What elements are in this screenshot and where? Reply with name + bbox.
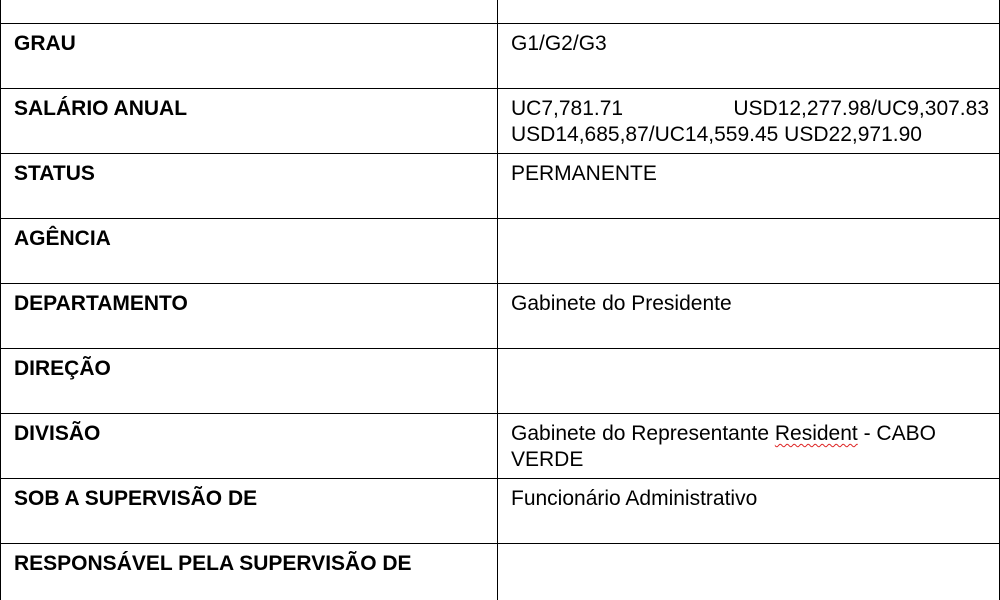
divisao-value [498, 414, 1000, 479]
status-value: PERMANENTE [498, 154, 1000, 219]
table-row-status [1, 154, 1000, 219]
departamento-value: Gabinete do Presidente [498, 284, 1000, 349]
table-row-divisao [1, 414, 1000, 479]
divisao-text-post: - CABO VERDE [511, 422, 936, 471]
table-row [1, 0, 1000, 24]
row-label [1, 0, 498, 24]
salario-value [498, 89, 1000, 154]
salario-line-2: USD14,685,87/UC14,559.45 USD22,971.90 [511, 123, 922, 146]
table-row-salario [1, 89, 1000, 154]
direcao-label: DIREÇÃO [1, 349, 498, 414]
salario-label: SALÁRIO ANUAL [1, 89, 498, 154]
supervisao-value: Funcionário Administrativo [498, 479, 1000, 544]
status-label: STATUS [1, 154, 498, 219]
table-row-agencia [1, 219, 1000, 284]
salario-amount-2: USD12,277.98/UC9,307.83 [733, 97, 989, 120]
table-row-direcao [1, 349, 1000, 414]
agencia-value [498, 219, 1000, 284]
spellcheck-flagged-word: Resident [774, 422, 858, 445]
agencia-label: AGÊNCIA [1, 219, 498, 284]
salario-line-1 [511, 96, 989, 122]
table-row-supervisao [1, 479, 1000, 544]
responsavel-value [498, 544, 1000, 600]
direcao-value [498, 349, 1000, 414]
responsavel-label: RESPONSÁVEL PELA SUPERVISÃO DE [1, 544, 498, 600]
divisao-text-pre: Gabinete do Representante [511, 422, 775, 445]
departamento-label: DEPARTAMENTO [1, 284, 498, 349]
grau-value: G1/G2/G3 [498, 24, 1000, 89]
divisao-label: DIVISÃO [1, 414, 498, 479]
salario-amount-1: UC7,781.71 [511, 97, 624, 120]
table-row-responsavel [1, 544, 1000, 600]
grau-label: GRAU [1, 24, 498, 89]
supervisao-label: SOB A SUPERVISÃO DE [1, 479, 498, 544]
table-row-departamento [1, 284, 1000, 349]
row-value [498, 0, 1000, 24]
table-row-grau [1, 24, 1000, 89]
